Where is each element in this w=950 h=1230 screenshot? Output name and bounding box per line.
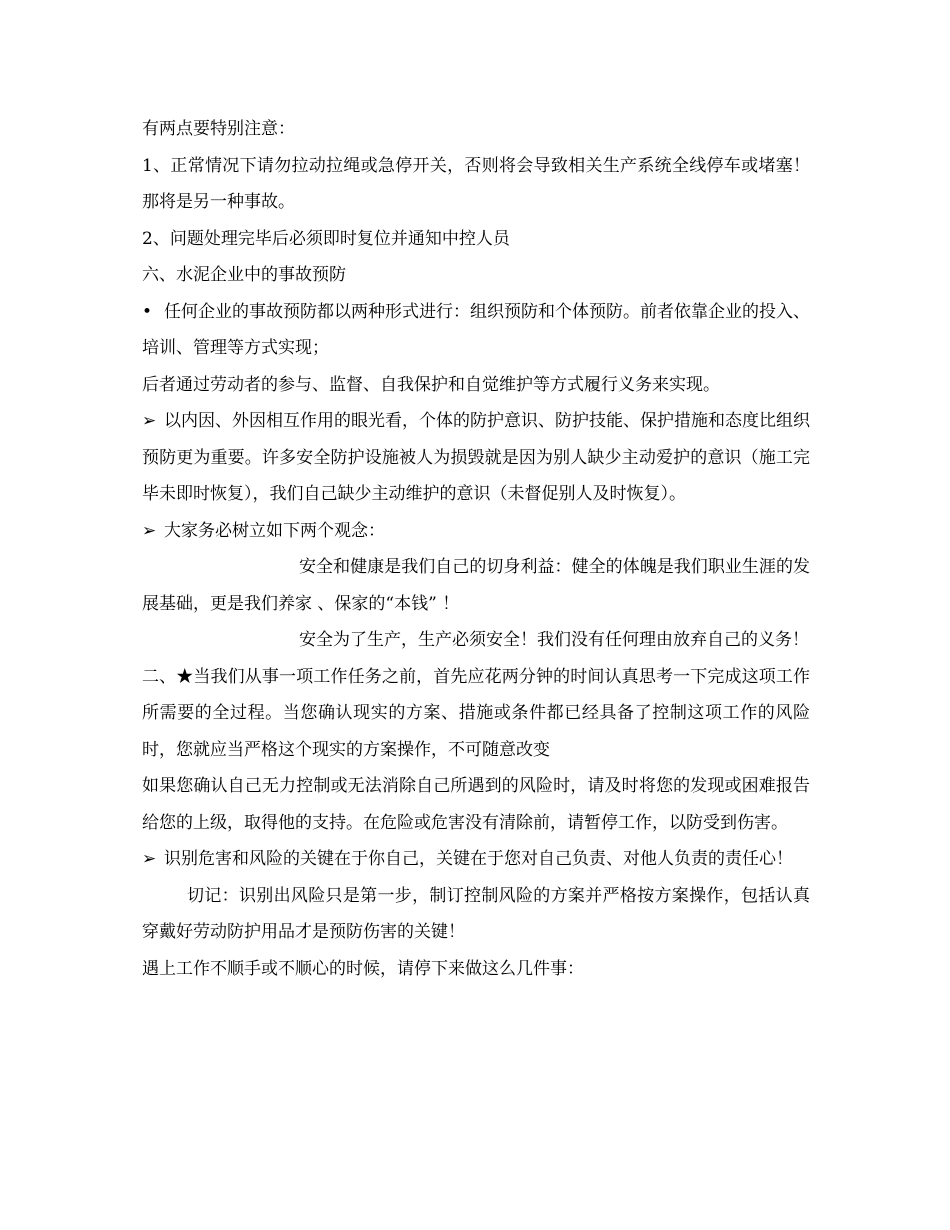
paragraph-text: 识别危害和风险的关键在于你自己，关键在于您对自己负责、对他人负责的责任心！	[164, 849, 793, 869]
paragraph-bullet-prevention-forms	[142, 294, 810, 367]
paragraph-notice-heading: 有两点要特别注意：	[142, 119, 295, 139]
paragraph-when-unsmooth: 遇上工作不顺手或不顺心的时候，请停下来做这么几件事：	[142, 958, 584, 979]
arrow-bullet-icon: ➢	[142, 849, 157, 869]
arrow-bullet-icon: ➢	[142, 411, 157, 431]
paragraph-bullet-identify-hazard	[142, 841, 810, 878]
paragraph-individual-prevention: 后者通过劳动者的参与、监督、自我保护和自觉维护等方式履行义务来实现。	[142, 374, 720, 395]
paragraph-text: 大家务必树立如下两个观念：	[164, 520, 385, 541]
document-body	[142, 111, 810, 987]
section-heading-accident-prevention: 六、水泥企业中的事故预防	[142, 265, 346, 285]
paragraph-text: 以内因、外因相互作用的眼光看，个体的防护意识、防护技能、保护措施和态度比组织预防更为重要。许多安全防护设施被人为损毁就是因为别人缺少主动爱护的意识（施工完毕未即时恢复），我们自己缺少主动维护的意识（未督促别人及时恢复）。	[142, 411, 810, 504]
paragraph-bullet-two-concepts	[142, 513, 810, 550]
paragraph-section-two-star: 二、★当我们从事一项工作任务之前，首先应花两分钟的时间认真思考一下完成这项工作所需要的全过程。当您确认现实的方案、措施或条件都已经具备了控制这项工作的风险时，您就应当严格这个现实的方案操作，不可随意改变	[142, 666, 810, 760]
paragraph-concept-production: 安全为了生产，生产必须安全！我们没有任何理由放弃自己的义务！	[299, 630, 809, 650]
paragraph-text: 任何企业的事故预防都以两种形式进行：组织预防和个体预防。前者依靠企业的投入、培训、管理等方式实现；	[142, 301, 810, 358]
paragraph-report-risk: 如果您确认自己无力控制或无法消除自己所遇到的风险时，请及时将您的发现或困难报告给您的上级，取得他的支持。在危险或危害没有清除前，请暂停工作，以防受到伤害。	[142, 776, 810, 833]
paragraph-remember: 切记：识别出风险只是第一步，制订控制风险的方案并严格按方案操作，包括认真穿戴好劳动防护用品才是预防伤害的关键！	[142, 885, 810, 942]
arrow-bullet-icon: ➢	[142, 520, 157, 541]
paragraph-concept-health: 安全和健康是我们自己的切身利益：健全的体魄是我们职业生涯的发展基础，更是我们养家 、保家的“本钱” ！	[142, 557, 810, 614]
paragraph-point-2: 2、问题处理完毕后必须即时复位并通知中控人员	[142, 228, 510, 249]
dot-bullet-icon: •	[142, 301, 153, 322]
paragraph-point-1: 1、正常情况下请勿拉动拉绳或急停开关，否则将会导致相关生产系统全线停车或堵塞！那将是另一种事故。	[142, 155, 810, 212]
paragraph-bullet-internal-external	[142, 403, 810, 513]
